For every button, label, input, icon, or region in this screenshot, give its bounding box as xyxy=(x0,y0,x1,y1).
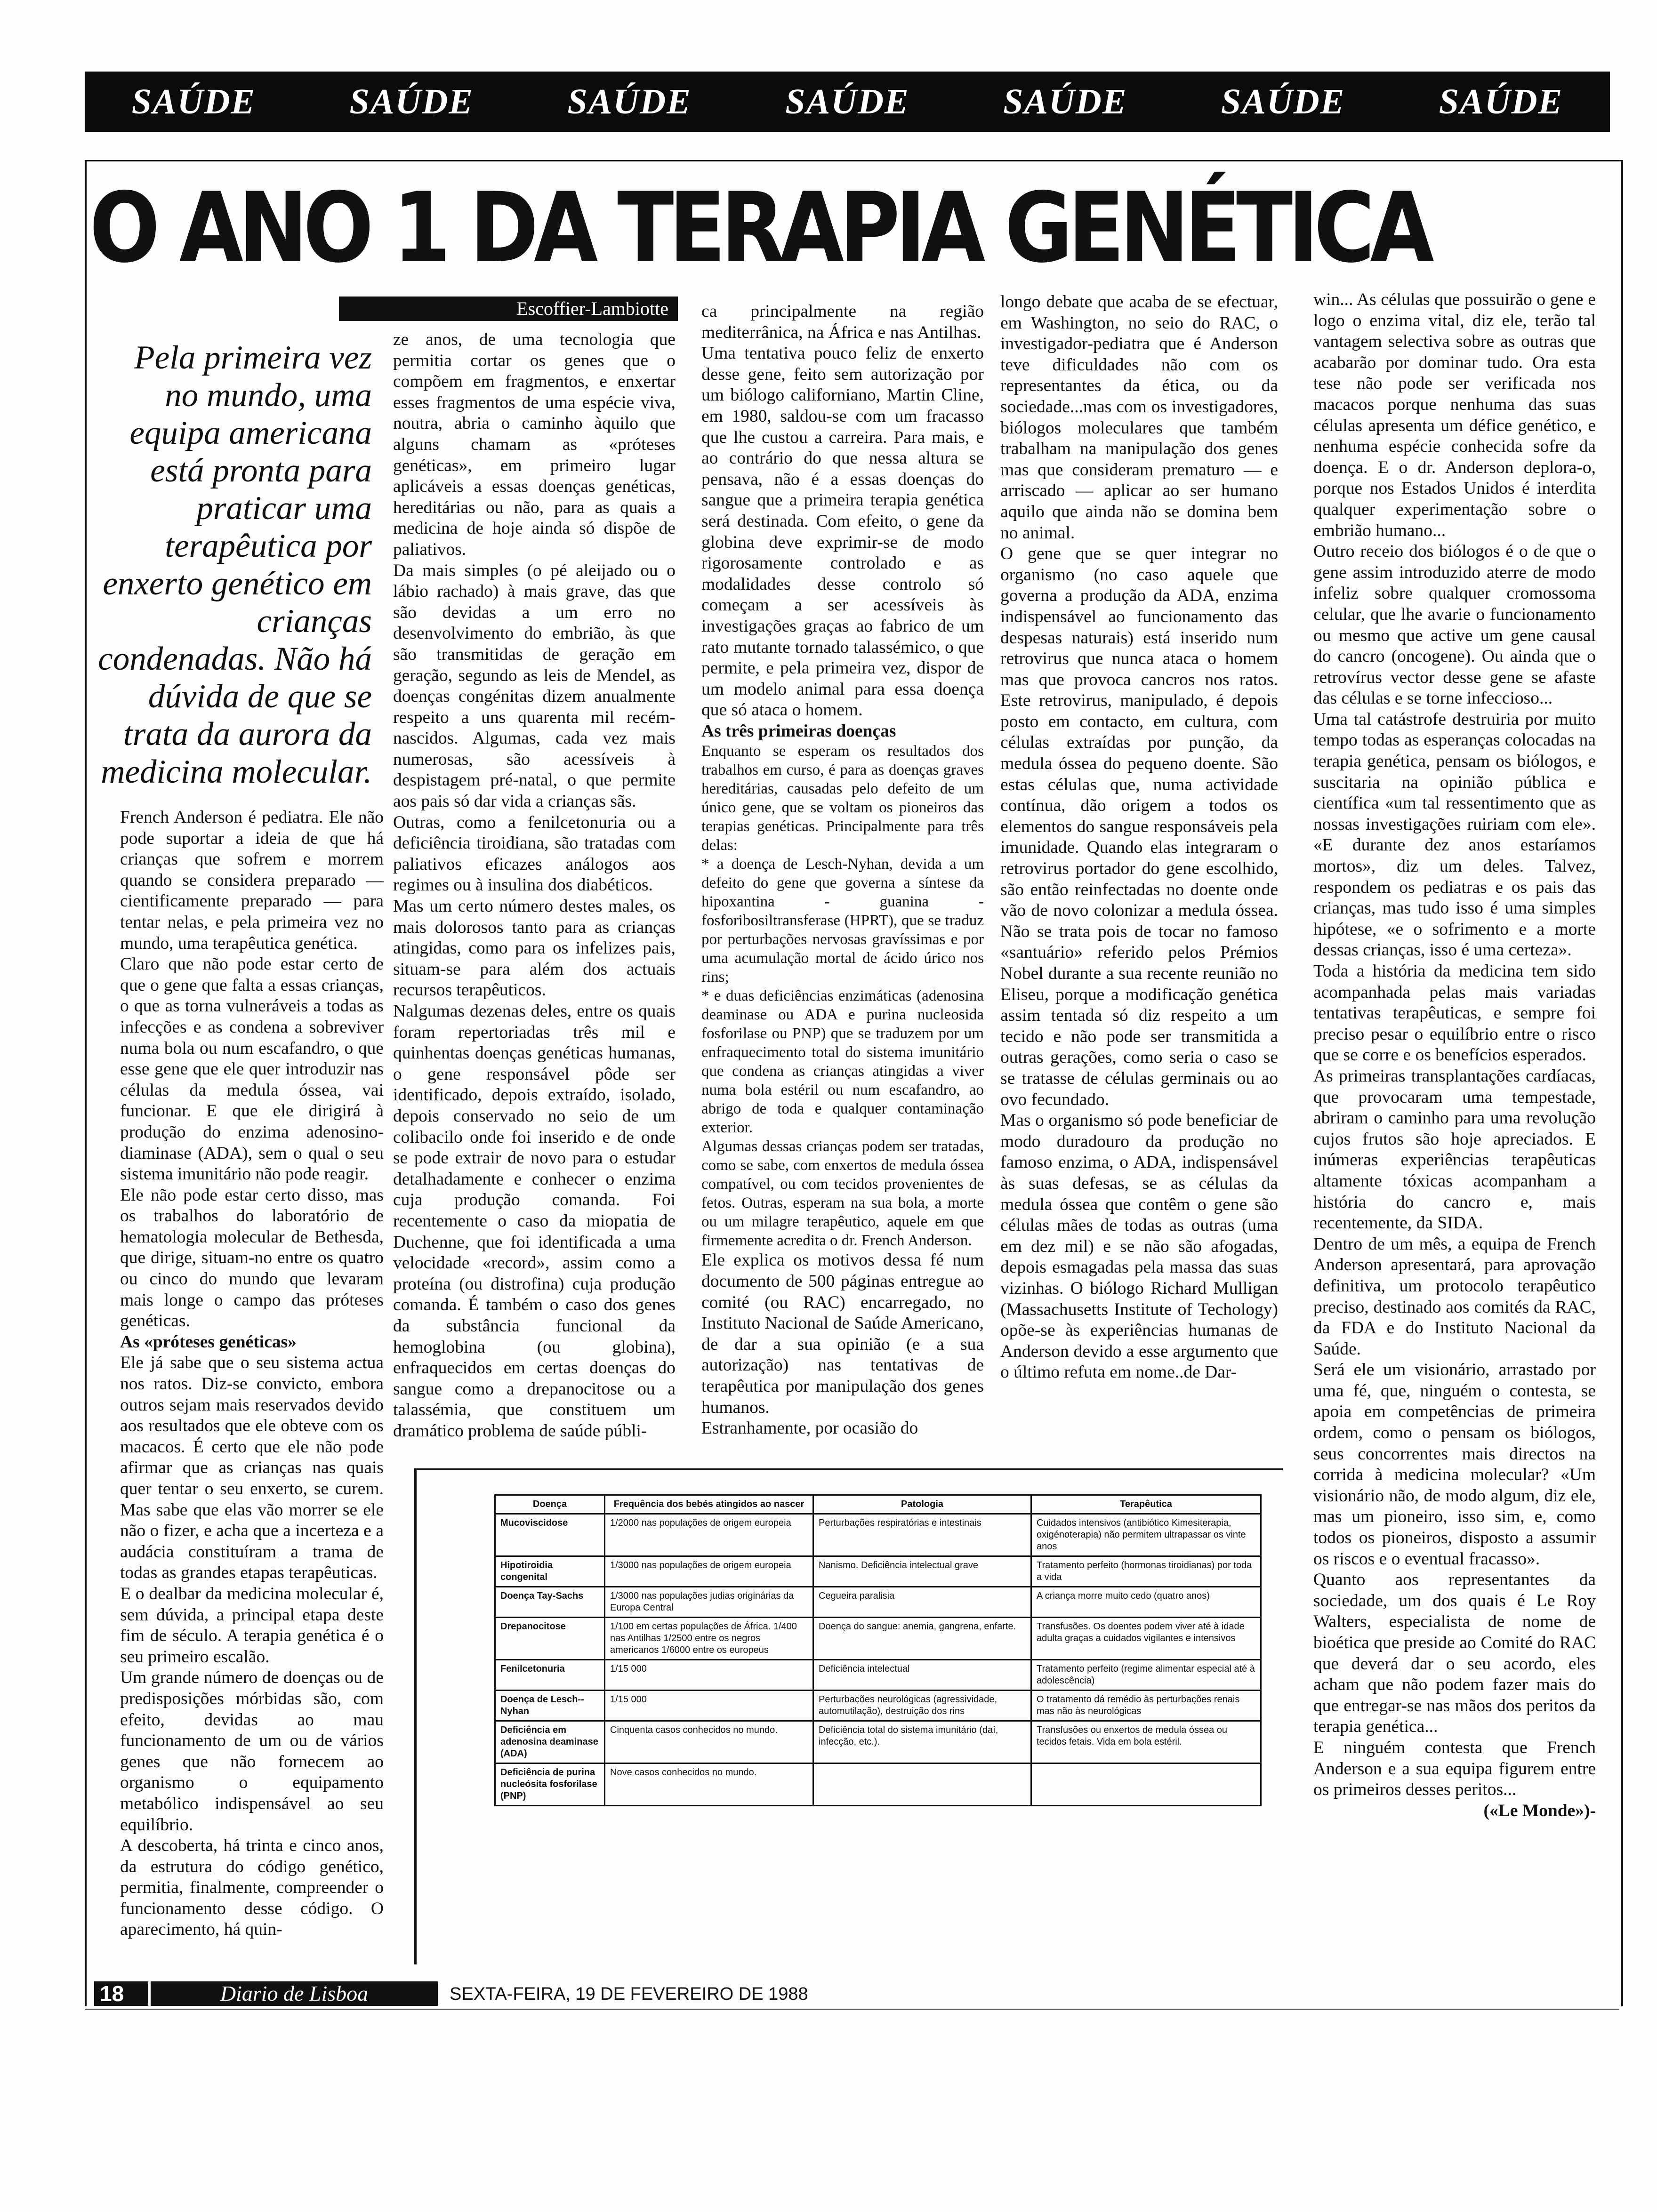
issue-date: SEXTA-FEIRA, 19 DE FEVEREIRO DE 1988 xyxy=(450,1984,808,2004)
article-column-1 xyxy=(120,807,384,1940)
subheading: As «próteses genéticas» xyxy=(120,1332,297,1352)
paragraph: Uma tentativa pouco feliz de enxerto desse gene, feito sem autorização por um biólogo californiano, Martin Cline, em 1980, saldou-se com um fracasso que lhe custou a carreira. Para mais, e ao contrário do que nessa altura se pensava, não é a essas doenças do sangue que a primeira terapia genética será destinada. Com efeito, o gene da globina deve exprimir-se de modo rigorosamente controlado e as modalidades desse controlo só começam a ser acessíveis às investigações graças ao fabrico de um rato mutante tornado talassémico, o que permite, e pela primeira vez, dispor de um modelo animal para essa doença que só ataca o homem. xyxy=(701,344,984,720)
footer-rule xyxy=(85,2009,1619,2010)
paragraph: Mas um certo número destes males, os mais dolorosos tanto para as crianças atingidas, como para os infelizes pais, situam-se para além dos actuais recursos terapêuticos. xyxy=(393,897,676,1000)
section-label: SAÚDE xyxy=(131,81,256,121)
table-cell: Deficiência de purina nucleósita fosforilase (PNP) xyxy=(495,1763,605,1806)
paragraph: longo debate que acaba de se efectuar, em Washington, no seio do RAC, o investigador-pediatra que é Anderson teve dificuldades não com os representantes da ética, ou da sociedade...mas com os investigadores, biólogos moleculares que também trabalham na manipulação dos genes mas que consideram prematuro — e arriscado — aplicar ao ser humano aquilo que ainda não se domina bem no animal. xyxy=(1000,292,1278,543)
paragraph: French Anderson é pediatra. Ele não pode suportar a ideia de que há crianças que sofrem e morrem quando se considera preparado — cientificamente preparado — para tentar nelas, e pela primeira vez no mundo, uma terapêutica genética. xyxy=(120,808,384,953)
paragraph: Um grande número de doenças ou de predisposições mórbidas são, com efeito, devidas ao mau funcionamento de um ou de vários genes que não fornecem ao organismo o equipamento metabólico indispensável ao seu equilíbrio. xyxy=(120,1668,384,1835)
paragraph: Ele explica os motivos dessa fé num documento de 500 páginas entregue ao comité (ou RAC) encarregado, no Instituto Nacional de Saúde Americano, de dar a sua opinião (e a sua autorização) nas tentativas de terapêutica por manipulação dos genes humanos. xyxy=(701,1250,984,1417)
table-cell xyxy=(813,1763,1031,1806)
paragraph: Nalgumas dezenas deles, entre os quais foram repertoriadas três mil e quinhentas doenças genéticas humanas, o gene responsável pôde ser identificado, depois extraído, isolado, depois conservado no seio de um colibacilo onde foi inserido e de onde se pode extrair de novo para o estudar detalhadamente e conhecer o enzima cuja produção comanda. Foi recentemente o caso da miopatia de Duchenne, que foi identificada a uma velocidade «record», assim como a proteína (ou distrofina) cuja produção comanda. É também o caso dos genes da substância funcional da hemoglobina (ou globina), enfraquecidos em certas doenças do sangue como a drepanocitose ou a talassémia, que constituem um dramático problema de saúde públi- xyxy=(393,1002,676,1441)
table-cell: Cinquenta casos conhecidos no mundo. xyxy=(605,1721,813,1763)
table-cell: Cuidados intensivos (antibiótico Kimesiterapia, oxigénoterapia) não permitem ultrapassar os vinte anos xyxy=(1031,1514,1261,1556)
table-header: Terapêutica xyxy=(1031,1495,1261,1514)
table-row xyxy=(495,1587,1261,1618)
paragraph: A descoberta, há trinta e cinco anos, da estrutura do código genético, permitia, finalmente, compreender o funcionamento desse código. O aparecimento, há quin- xyxy=(120,1836,384,1940)
table-cell xyxy=(1031,1763,1261,1806)
table-cell: Nove casos conhecidos no mundo. xyxy=(605,1763,813,1806)
table-row xyxy=(495,1691,1261,1721)
paragraph: As primeiras transplantações cardíacas, que provocaram uma tempestade, abriram o caminho para uma revolução cujos frutos são hoje apreciados. E inúmeras experiências terapêuticas altamente tóxicas acompanham a história do cancro e, mais recentemente, da SIDA. xyxy=(1313,1066,1596,1233)
paragraph: ca principalmente na região mediterrânica, na África e nas Antilhas. xyxy=(701,302,984,342)
paragraph: Outras, como a fenilcetonuria ou a deficiência tiroidiana, são tratadas com paliativos eficazes análogos aos regimes ou à insulina dos diabéticos. xyxy=(393,812,676,895)
table-cell: Tratamento perfeito (hormonas tiroidianas) por toda a vida xyxy=(1031,1556,1261,1587)
headline: O ANO 1 DA TERAPIA GENÉTICA xyxy=(89,172,1430,284)
source-credit: («Le Monde»)- xyxy=(1483,1801,1596,1820)
paragraph: * a doença de Lesch-Nyhan, devida a um defeito do gene que governa a síntese da hipoxantina - guanina - fosforibosiltransferase (HPRT), que se traduz por perturbações nervosas gravíssimas e por uma acumulação mortal de ácido úrico nos rins; xyxy=(701,856,984,986)
table-cell: Doença do sangue: anemia, gangrena, enfarte. xyxy=(813,1618,1031,1660)
table-cell: Fenilcetonuria xyxy=(495,1660,605,1691)
table-header: Patologia xyxy=(813,1495,1031,1514)
paragraph: Ele não pode estar certo disso, mas os trabalhos do laboratório de hematologia molecular de Bethesda, que dirige, situam-no entre os quatro ou cinco do mundo que levaram mais longe o campo das próteses genéticas. xyxy=(120,1185,384,1331)
paragraph: Claro que não pode estar certo de que o gene que falta a essas crianças, o que as torna vulneráveis a todas as infecções e as condena a sobreviver numa bola ou num escafandro, o que esse gene que ele quer introduzir nas células da medula óssea, vai funcionar. E que ele dirigirá à produção do enzima adenosino-diaminase (ADA), sem o qual o seu sistema imunitário não pode reagir. xyxy=(120,954,384,1184)
table-cell: 1/15 000 xyxy=(605,1691,813,1721)
paragraph: E o dealbar da medicina molecular é, sem dúvida, a principal etapa deste fim de século. A terapia genética é o seu primeiro escalão. xyxy=(120,1584,384,1667)
article-column-3 xyxy=(701,301,984,1439)
subheading: As três primeiras doenças xyxy=(701,721,896,741)
table-cell: 1/3000 nas populações de origem europeia xyxy=(605,1556,813,1587)
table-row xyxy=(495,1618,1261,1660)
article-column-5 xyxy=(1313,289,1596,1821)
table-cell: O tratamento dá remédio às perturbações renais mas não às neurológicas xyxy=(1031,1691,1261,1721)
table-cell: 1/2000 nas populações de origem europeia xyxy=(605,1514,813,1556)
table-cell: Hipotiroidia congenital xyxy=(495,1556,605,1587)
article-column-2 xyxy=(393,329,676,1442)
table-cell: Tratamento perfeito (regime alimentar especial até à adolescência) xyxy=(1031,1660,1261,1691)
table-cell: Transfusões. Os doentes podem viver até à idade adulta graças a cuidados vigilantes e intensivos xyxy=(1031,1618,1261,1660)
table-cell: 1/100 em certas populações de África. 1/400 nas Antilhas 1/2500 entre os negros americanos 1/6000 entre os europeus xyxy=(605,1618,813,1660)
lede: Pela primeira vez no mundo, uma equipa americana está pronta para praticar uma terapêutica por enxerto genético em crianças condenadas. Não há dúvida de que se trata da aurora da medicina molecular. xyxy=(98,339,372,790)
table-cell: Deficiência intelectual xyxy=(813,1660,1031,1691)
paragraph: E ninguém contesta que French Anderson e a sua equipa figurem entre os primeiros desses peritos... xyxy=(1313,1738,1596,1800)
paragraph: Dentro de um mês, a equipa de French Anderson apresentará, para aprovação definitiva, um protocolo terapêutico preciso, destinado aos comités da RAC, da FDA e do Instituto Nacional da Saúde. xyxy=(1313,1234,1596,1359)
newspaper-masthead: Diario de Lisboa xyxy=(151,1981,438,2006)
paragraph: Mas o organismo só pode beneficiar de modo duradouro da produção no famoso enzima, o ADA, indispensável às suas defesas, se as células da medula óssea que contêm o gene são células mães de todas as outras (uma em dez mil) e se não são afogadas, depois esmagadas pela massa das suas vizinhas. O biólogo Richard Mulligan (Massachusetts Institute of Techology) opõe-se às experiências humanas de Anderson devido a esse argumento que o último refuta em nome..de Dar- xyxy=(1000,1111,1278,1382)
paragraph: Enquanto se esperam os resultados dos trabalhos em curso, é para as doenças graves hereditárias, causadas pelo defeito de um único gene, que se voltam os pioneiros das terapias genéticas. Principalmente para três delas: xyxy=(701,743,984,854)
table-cell: Drepanocitose xyxy=(495,1618,605,1660)
paragraph: Algumas dessas crianças podem ser tratadas, como se sabe, com enxertos de medula óssea compatível, ou com tecidos provenientes de fetos. Outras, esperam na sua bola, a morte ou um milagre terapêutico, aquele em que firmemente acredita o dr. French Anderson. xyxy=(701,1138,984,1250)
paragraph: O gene que se quer integrar no organismo (no caso aquele que governa a produção da ADA, enzima indispensável ao funcionamento das despesas naturais) está inserido num retrovirus que nunca ataca o homem mas que provoca cancros nos ratos. Este retrovirus, manipulado, é depois posto em contacto, em cultura, com células extraídas por punção, da medula óssea do pequeno doente. São estas células que, numa actividade contínua, dão origem a todos os elementos do sangue responsáveis pela imunidade. Quando elas integraram o retrovirus portador do gene escolhido, são então reinfectadas no doente onde vão de novo colonizar a medula óssea. Não se trata pois de tocar no famoso «santuário» referido pelos Prémios Nobel durante a sua recente reunião no Eliseu, porque a modificação genética assim tentada só diz respeito a um tecido e não pode ser transmitida a outras gerações, como seria o caso se se tratasse de células germinais ou ao ovo fecundado. xyxy=(1000,544,1278,1109)
table-row xyxy=(495,1514,1261,1556)
section-label: SAÚDE xyxy=(1221,81,1345,121)
section-label: SAÚDE xyxy=(1439,81,1563,121)
table-cell: Mucoviscidose xyxy=(495,1514,605,1556)
table-cell: A criança morre muito cedo (quatro anos) xyxy=(1031,1587,1261,1618)
section-label: SAÚDE xyxy=(1003,81,1127,121)
table-header-row xyxy=(495,1495,1261,1514)
section-label: SAÚDE xyxy=(785,81,909,121)
disease-table xyxy=(494,1494,1262,1806)
table-cell: Perturbações respiratórias e intestinais xyxy=(813,1514,1031,1556)
byline: Escoffier-Lambiotte xyxy=(339,297,678,321)
table-row xyxy=(495,1763,1261,1806)
table-cell: Doença Tay-Sachs xyxy=(495,1587,605,1618)
table-cell: Cegueira paralisia xyxy=(813,1587,1031,1618)
paragraph: * e duas deficiências enzimáticas (adenosina deaminase ou ADA e purina nucleosida fosforilase ou PNP) que se traduzem por um enfraquecimento total do sistema imunitário que condena as crianças atingidas a viver numa bola estéril ou num escafandro, ao abrigo de toda e qualquer contaminação exterior. xyxy=(701,987,984,1137)
section-label: SAÚDE xyxy=(349,81,474,121)
table-cell: 1/3000 nas populações judias originárias da Europa Central xyxy=(605,1587,813,1618)
table-cell: Transfusões ou enxertos de medula óssea ou tecidos fetais. Vida em bola estéril. xyxy=(1031,1721,1261,1763)
paragraph: Da mais simples (o pé aleijado ou o lábio rachado) à mais grave, das que são devidas a um erro no desenvolvimento do embrião, às que são transmitidas de geração em geração, segundo as leis de Mendel, as doenças congénitas dizem anualmente respeito a uns quarenta mil recém-nascidos. Algumas, cada vez mais numerosas, são acessíveis à despistagem pré-natal, o que permite aos pais só dar vida a crianças sãs. xyxy=(393,561,676,811)
paragraph: Quanto aos representantes da sociedade, um dos quais é Le Roy Walters, especialista de nome de bioética que preside ao Comité do RAC que deverá dar o seu acordo, eles acham que não podem fazer mais do que entregar-se nas mãos dos peritos da terapia genética... xyxy=(1313,1570,1596,1737)
paragraph: Estranhamente, por ocasião do xyxy=(701,1419,918,1438)
table-cell: Deficiência total do sistema imunitário (daí, infecção, etc.). xyxy=(813,1721,1031,1763)
paragraph: win... As células que possuirão o gene e logo o enzima vital, diz ele, terão tal vantagem selectiva sobre as outras que acabarão por dominar tudo. Ora esta tese não pode ser verificada nos macacos porque nenhuma das suas células apresenta um défice genético, e nenhuma espécie conhecida sofre da doença. E o dr. Anderson deplora-o, porque nos Estados Unidos é interdita qualquer experimentação sobre o embrião humano... xyxy=(1313,290,1596,540)
table-cell: Nanismo. Deficiência intelectual grave xyxy=(813,1556,1031,1587)
article-column-4 xyxy=(1000,292,1278,1383)
table-cell: Deficiência em adenosina deaminase (ADA) xyxy=(495,1721,605,1763)
table-row xyxy=(495,1660,1261,1691)
table-header: Frequência dos bebés atingidos ao nascer xyxy=(605,1495,813,1514)
paragraph: Será ele um visionário, arrastado por uma fé, que, ninguém o contesta, se apoia em competências de primeira ordem, como o pensam os biólogos, seus concorrentes mais directos na corrida à medicina molecular? «Um visionário não, de modo algum, diz ele, mas um pioneiro, isso sim, e, como todos os pioneiros, disposto a assumir os riscos e o eventual fracasso». xyxy=(1313,1360,1596,1569)
table-header: Doença xyxy=(495,1495,605,1514)
table-cell: Perturbações neurológicas (agressividade, automutilação), destruição dos rins xyxy=(813,1691,1031,1721)
paragraph: Toda a história da medicina tem sido acompanhada pelas mais variadas tentativas terapêuticas, e sempre foi preciso pesar o equilíbrio entre o risco que se corre e os benefícios esperados. xyxy=(1313,962,1596,1065)
paragraph: Ele já sabe que o seu sistema actua nos ratos. Diz-se convicto, embora outros sejam mais reservados devido aos resultados que ele obteve com os macacos. É certo que ele não pode afirmar que as crianças nas quais quer tentar o seu enxerto, se curem. Mas sabe que elas vão morrer se ele não o fizer, e acha que a incerteza e a audácia constituíram a trama de todas as grandes etapas terapêuticas. xyxy=(120,1353,384,1583)
paragraph: ze anos, de uma tecnologia que permitia cortar os genes que o compõem em fragmentos, e enxertar esses fragmentos de uma espécie viva, noutra, abria o caminho àquilo que alguns chamam as «próteses genéticas», em primeiro lugar aplicáveis a essas doenças genéticas, hereditárias ou não, para as quais a medicina de hoje ainda só dispõe de paliativos. xyxy=(393,330,676,559)
paragraph: Uma tal catástrofe destruiria por muito tempo todas as esperanças colocadas na terapia genética, pensam os biólogos, e suscitaria na opinião pública e científica «um tal ressentimento que as nossas investigações ruiriam com ele». «E durante dez anos estaríamos mortos», diz um deles. Talvez, respondem os pediatras e os pais das crianças, mas tudo isso é uma simples hipótese, «e o sofrimento e a morte dessas crianças, isso é uma certeza». xyxy=(1313,709,1596,960)
paragraph: Outro receio dos biólogos é o de que o gene assim introduzido aterre de modo infeliz sobre qualquer cromossoma celular, que lhe avarie o funcionamento ou mesmo que active um gene causal do cancro (oncogene). Ou ainda que o retrovírus vector desse gene se afaste das células e se torne infeccioso... xyxy=(1313,542,1596,708)
table-cell: Doença de Lesch--Nyhan xyxy=(495,1691,605,1721)
page-number: 18 xyxy=(94,1981,148,2006)
table-cell: 1/15 000 xyxy=(605,1660,813,1691)
table-row xyxy=(495,1556,1261,1587)
section-label: SAÚDE xyxy=(567,81,692,121)
table-row xyxy=(495,1721,1261,1763)
section-banner xyxy=(85,72,1610,132)
